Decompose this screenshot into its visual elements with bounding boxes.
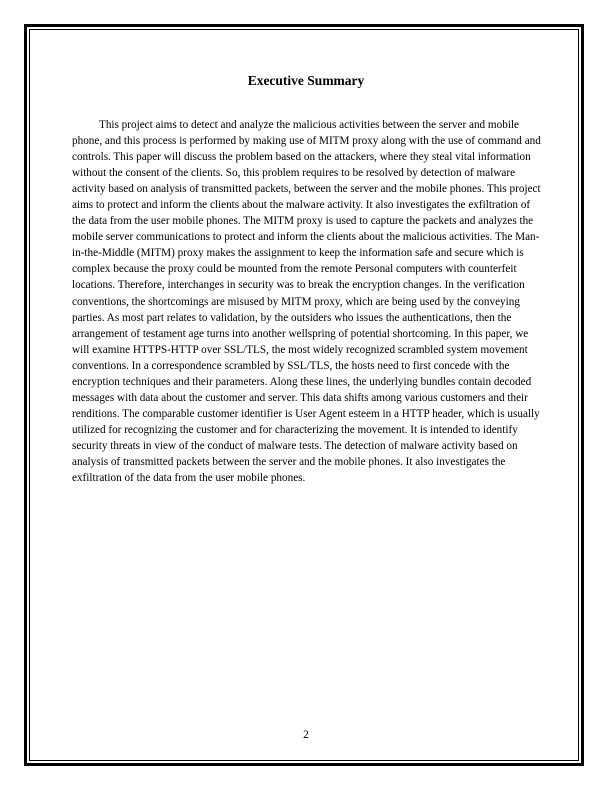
page-title: Executive Summary (247, 73, 365, 88)
page-number: 2 (303, 729, 309, 741)
summary-paragraph: This project aims to detect and analyze the malicious activities between the server and mobile phone, and this process is performed by making use of MITM proxy along with the use of command and controls. This paper will discuss the problem based on the attackers, where they steal vital information without the consent of the clients. So, this problem requires to be resolved by detection of malware activity based on analysis of transmitted packets, between the server and the mobile phones. This project aims to protect and inform the clients about the malware activity. It also investigates the exfiltration of the data from the user mobile phones. The MITM proxy is used to capture the packets and analyzes the mobile server communications to protect and inform the clients about the malicious activities. The Man-in-the-Middle (MITM) proxy makes the assignment to keep the information safe and secure which is complex because the proxy could be mounted from the remote Personal computers with counterfeit locations. Therefore, interchanges in security was to break the encryption changes. In the verification conventions, the shortcomings are misused by MITM proxy, which are being used by the conveying parties. As most part relates to validation, by the outsiders who issues the authentications, then the arrangement of testament age turns into another wellspring of potential shortcoming. In this paper, we will examine HTTPS-HTTP over SSL/TLS, the most widely recognized scrambled system movement conventions. In a correspondence scrambled by SSL/TLS, the hosts need to first concede with the encryption techniques and their parameters. Along these lines, the underlying bundles contain decoded messages with data about the customer and server. This data shifts among various customers and their renditions. The comparable customer identifier is User Agent esteem in a HTTP header, which is usually utilized for recognizing the customer and for characterizing the movement. It is intended to identify security threats in view of the conduct of malware tests. The detection of malware activity based on analysis of transmitted packets between the server and the mobile phones. It also investigates the exfiltration of the data from the user mobile phones. (72, 119, 541, 485)
